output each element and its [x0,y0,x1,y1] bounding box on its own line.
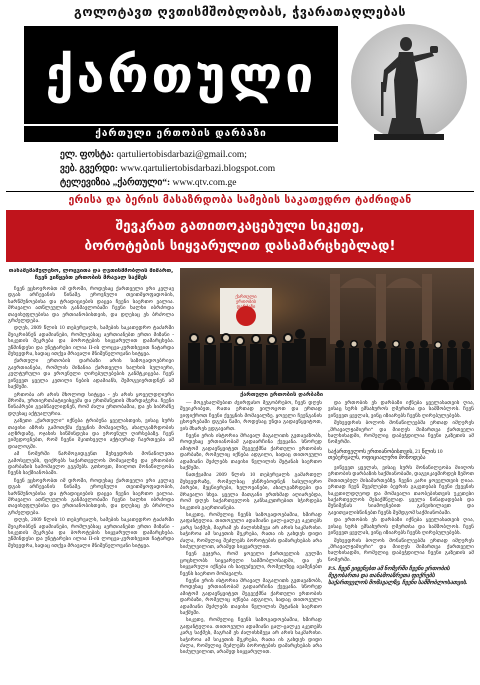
email-value[interactable]: qartuliertobisdarbazi@gmail.com; [116,150,247,160]
event-photo [180,268,474,390]
tv-link[interactable]: www.qtv.com.ge [172,178,237,188]
paragraph: შეხვედრის ბოლოს მონაწილეებმა ერთად იმღერეს „მრავალჟამიერი“ და მიიღეს მიმართვა ქართველი ხალხისადმი, რომელიც დაბეჭდილია ჩვენი გაზეთის ამ ნომერში. [328,537,474,563]
paragraph: — მოგესალმებით ძვირფასო მეგობრებო, ჩვენ დღეს შევიკრიბეთ, რათა ერთად ვილოცოთ და ერთად ვიფიქროთ ჩვენი ქვეყნის მომავალზე. ყოველი ჩვენგანის ცხოვრებაში დგება წამი, როდესაც უნდა გადავწყვიტოთ, ვის მხარეს ვდგავართ. [180,400,322,432]
paragraph: ვიწვევთ ყველას, ვისაც სურს მონაწილეობა მიიღოს ერთობის დარბაზის საქმიანობაში, დაგვიკავშირდეს ზემოთ მითითებულ მისამართებზე. ჩვენი კარი ყოველთვის ღიაა. ერთად ჩვენ შევძლებთ ბევრის გაკეთებას ჩვენი ქვეყნის საკეთილდღეოდ და მომავალი თაობებისთვის უკეთესი საქართველოს შესაქმნელად. ყველა წინადადებას და შენიშვნას სიამოვნებით განვიხილავთ და გავითვალისწინებთ ჩვენს შემდგომ საქმიანობაში. [328,465,474,516]
stage-sign-line-1: ქართული [235,295,257,300]
blog-row [60,162,360,176]
stage-sign-line-2: ერთობის [235,300,257,305]
paragraph: ჩვენ გვჯერა, რომ ყოველი ქართველის გულში ცოცხლობს სიყვარული სამშობლოსადმი, და ეს სიყვარული იქნება ის საფუძველი, რომელზეც ავაშენებთ ჩვენს საერთო მომავალს. [180,551,322,577]
stage-sign-line-3: დარბაზი [236,305,256,310]
tv-label: ტელევიზია „ქართული“: [60,178,171,188]
article-lead: თანამემამულენო, ლოცვითა და ღვთისმშობლის მიმართ, ჩვენ ვიწყებთ ერთობის მრავალ საქმეს [8,268,174,281]
tv-row [60,176,360,190]
paragraph: შეხვედრის ბოლოს მონაწილეებმა ერთად იმღერეს „მრავალჟამიერი“ და მიიღეს მიმართვა ქართველი ხალხისადმი, რომელიც დაბეჭდილია ჩვენი გაზეთის ამ ნომერში. [328,420,474,446]
paragraph: ჩვენი ერის ისტორია მრავალ მაგალითს გვთავაზობს, როდესაც ერთიანობამ გადაარჩინა ქვეყანა. სწორედ ამიტომ გადავწყვიტეთ შეგვექმნა ქართული ერთობის დარბაზი, რომელიც იქნება ადგილი, სადაც თითოეული ადამიანი შეძლებს თავისი წვლილის შეტანას საერთო საქმეში. [180,577,322,616]
paragraph: ჩვენი ერის ისტორია მრავალ მაგალითს გვთავაზობს, როდესაც ერთიანობამ გადაარჩინა ქვეყანა. სწორედ ამიტომ გადავწყვიტეთ შეგვექმნა ქართული ერთობის დარბაზი, რომელიც იქნება ადგილი, სადაც თითოეული ადამიანი შეძლებს თავისი წვლილის შეტანას საერთო საქმეში. [180,433,322,472]
banner-line-2: ბოროტების სიყვარულით დასამარცხებლად! [84,238,396,254]
article-column-middle [180,400,322,681]
paragraph: და ერთობის ეს დარბაზი იქნება ყველასათვის ღია, ვისაც სურს ემსახუროს ღმერთსა და სამშობლოს. ჩვენ ვიწვევთ ყველას, ვინც იზიარებს ჩვენს ღირებულებებს. [328,517,474,537]
blog-label: ვებ. გვერდი: [60,164,118,174]
paragraph: და ერთობის ეს დარბაზი იქნება ყველასათვის ღია, ვისაც სურს ემსახუროს ღმერთსა და სამშობლოს. ჩვენ ვიწვევთ ყველას, ვინც იზიარებს ჩვენს ღირებულებებს. [328,400,474,419]
email-row [60,148,360,162]
article-column-left [8,268,174,681]
masthead-title: ქართული [24,26,338,124]
paragraph: ქართული ერთობის დარბაზი არის საზოგადოებრივი გაერთიანება, რომლის მიზანია ქართველი ხალხის სულიერი, კულტურული და ეროვნული ღირებულებების განმტკიცება. ჩვენ ვიწვევთ ყველა კეთილი ნების ადამიანს, შემოგვიერთდნენ ამ საქმეში. [8,358,174,391]
article-body-right [328,400,474,446]
paragraph: ჩვენ ვცხოვრობთ იმ დროში, როდესაც ქართველი ერი კვლავ დგას არჩევანის წინაშე. ეროვნული თვითმყოფადობის, სარწმუნოებისა და ტრადიციების დაცვა ჩვენი საერთო ვალია. მრავალი ათწლეულის განმავლობაში ჩვენი ხალხი იბრძოდა თავისუფლებისა და ერთიანობისთვის, და დღესაც ეს ბრძოლა გრძელდება. [8,286,174,325]
contact-block [60,148,360,190]
article-body-left [8,286,174,549]
article-body-right-2 [328,465,474,563]
email-label: ელ. ფოსტა: [60,150,115,160]
paragraph: სიკეთე, რომელიც ჩვენს საზოგადოებაშია, ხშირად გაფანტულია. თითოეული ადამიანი ცალ-ცალკე აკეთებს კარგ საქმეს, მაგრამ ეს ძალისხმევა არ არის საკმარისი. საჭიროა ამ სიკეთის შეკრება, რათა ის გახდეს დიდი ძალა, რომელიც შეძლებს ბოროტების დამარცხებას არა სიძულვილით, არამედ სიყვარულით. [180,511,322,550]
paragraph: დღეს, 2009 წლის 10 თებერვალს, სამების საკათედრო ტაძარში შეიკრიბნენ ადამიანები, რომლებსაც აერთიანებთ ერთი მიზანი - სიკეთის შეკრება და ბოროტების სიყვარულით დამარცხება. უწმინდესი და უნეტარესი ილია II-ის ლოცვა-კურთხევით ჩატარდა შეხვედრა, სადაც ითქვა მრავალი მნიშვნელოვანი სიტყვა. [8,325,174,358]
paragraph: სიკეთე, რომელიც ჩვენს საზოგადოებაშია, ხშირად გაფანტულია. თითოეული ადამიანი ცალ-ცალკე აკეთებს კარგ საქმეს, მაგრამ ეს ძალისხმევა არ არის საკმარისი. საჭიროა ამ სიკეთის შეკრება, რათა ის გახდეს დიდი ძალა, რომელიც შეძლებს ბოროტების დამარცხებას არა სიძულვილით, არამედ სიყვარულით. [180,617,322,656]
article-body-middle [180,400,322,656]
paragraph: გაზეთი „ქართული“ იქნება ტრიბუნა ყველასთვის, ვისაც სურს თავისი აზრის გამოთქმა ქვეყნის მომავალზე, ახალგაზრდობის აღზრდაზე, ოჯახის სიწმინდესა და ეროვნულ ღირსებაზე. ჩვენ ვიმედოვნებთ, რომ ჩვენი მკითხველი აქტიურად ჩაერთვება ამ დიალოგში. [8,418,174,450]
paragraph: ამ ნომერში წარმოგიდგენთ შეხვედრის მონაწილეთა გამოსვლებს, ფიქრებს საქართველოს მომავალზე და ერთობის დარბაზის სამომავლო გეგმებს. გთხოვთ, მიიღოთ მონაწილეობა ჩვენს საქმიანობაში. [8,451,174,477]
paragraph: ჩვენ ვცხოვრობთ იმ დროში, როდესაც ქართველი ერი კვლავ დგას არჩევანის წინაშე. ეროვნული თვითმყოფადობის, სარწმუნოებისა და ტრადიციების დაცვა ჩვენი საერთო ვალია. მრავალი ათწლეულის განმავლობაში ჩვენი ხალხი იბრძოდა თავისუფლებისა და ერთიანობისთვის, და დღესაც ეს ბრძოლა გრძელდება. [8,477,174,516]
statue-monument-icon [344,22,474,144]
tagline: გოლოტავთ ღვთისმშობლობას, ჭვარათაღლებას [74,4,406,19]
article-signature: P.S. ჩვენ ვიყენებთ ამ ნომერში ჩვენი ერთობის მეგობართა და თანამოაზრეთა ფიქრებს საქართველოს მომავალზე, ჩვენი სამშობლოსათვის. [328,566,468,587]
section-headline: ერისა და ბერის მასაზრდობა სამების საკათედრო ტაძრიდან [68,194,412,206]
article-column-right [328,400,474,681]
paragraph: ერთობა არ არის მხოლოდ სიტყვა - ეს არის ყოველდღიური შრომა, ურთიერთპატივისცემა და ერთმანეთის მხარდაჭერა. ჩვენი წინაპრები გვასწავლიდნენ, რომ ძალა ერთობაშია, და ეს სიბრძნე დღესაც აქტუალურია. [8,391,174,417]
headline-banner [6,210,474,262]
article-note: საქართველოს ერთიანობისთვის, 21 წლის 10 თებერვალს, ოფიციალური მოწოდება [328,448,443,462]
blog-link[interactable]: www.qartuliertobisdarbazi.blogspot.com [120,164,276,174]
paragraph: დღეს, 2009 წლის 10 თებერვალს, სამების საკათედრო ტაძარში შეიკრიბნენ ადამიანები, რომლებსაც აერთიანებთ ერთი მიზანი - სიკეთის შეკრება და ბოროტების სიყვარულით დამარცხება. უწმინდესი და უნეტარესი ილია II-ის ლოცვა-კურთხევით ჩატარდა შეხვედრა, სადაც ითქვა მრავალი მნიშვნელოვანი სიტყვა. [8,517,174,549]
photo-caption: ქართული ერთობის დარბაზი [240,392,324,398]
banner-line-1: შევკრათ გათითოკაცებული სიკეთე, [115,218,365,234]
paragraph: ნათქვამია 2009 წლის 10 თებერვალს გამართულ შეხვედრაზე, რომელსაც ესწრებოდნენ სასულიერო პირები, მეცნიერები, ხელოვანები, ახალგაზრდები და მრავალი სხვა. ყველა მათგანი ერთხმად აღიარებდა, რომ დღეს საქართველოს განსაკუთრებით სჭირდება სიკეთის გაერთიანება. [180,472,322,511]
divider [6,191,474,192]
masthead-subtitle: ქართული ერთობის დარბაზი [24,126,338,142]
